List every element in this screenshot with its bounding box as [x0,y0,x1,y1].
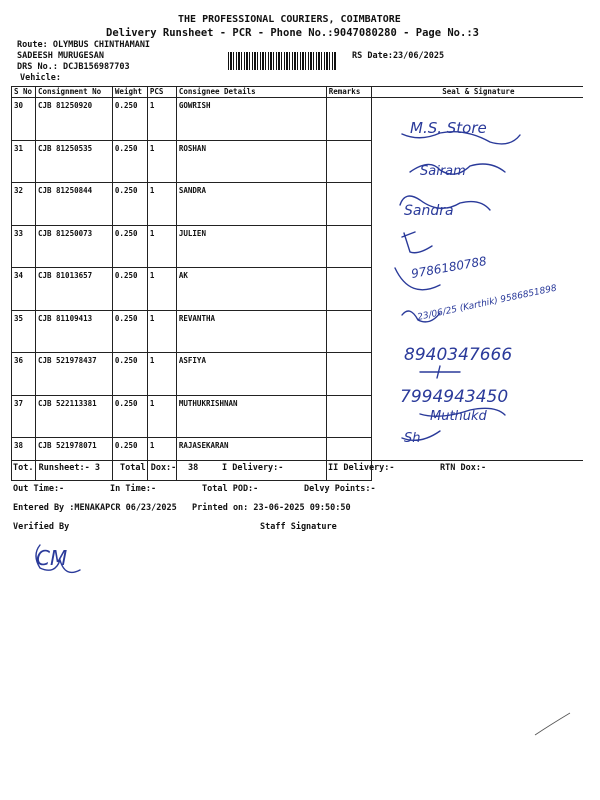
cell-weight: 0.250 [112,353,147,396]
ii-delivery: II Delivery:- [328,463,395,473]
cell-pcs: 1 [147,183,176,226]
col-consignment: Consignment No [35,87,112,98]
cell-sno: 31 [12,140,36,183]
cell-pcs: 1 [147,98,176,141]
handwriting-row31: Sairam [420,164,466,179]
col-remarks: Remarks [326,87,371,98]
company-title: THE PROFESSIONAL COURIERS, COIMBATORE [178,14,401,25]
cell-consignment: CJB 522113381 [35,395,112,438]
cell-weight: 0.250 [112,395,147,438]
total-dox-label: Total Dox:- [120,463,177,473]
corner-mark [530,710,575,740]
handwriting-row36: 8940347666 [404,345,513,365]
cell-pcs: 1 [147,438,176,481]
handwriting-row37a: 7994943450 [400,387,509,407]
cell-weight: 0.250 [112,438,147,481]
cell-consignment: CJB 81013657 [35,268,112,311]
cell-consignee: REVANTHA [176,310,326,353]
handwriting-row32: Sandra [404,203,454,219]
cell-consignee: ASFIYA [176,353,326,396]
out-time: Out Time:- [13,484,65,494]
cell-weight: 0.250 [112,98,147,141]
cell-pcs: 1 [147,268,176,311]
cell-sno: 35 [12,310,36,353]
drs-number: DRS No.: DCJB156987703 [17,62,130,72]
cell-consignment: CJB 81109413 [35,310,112,353]
handwriting-verified: CM [36,546,68,570]
cell-pcs: 1 [147,353,176,396]
cell-consignment: CJB 81250844 [35,183,112,226]
col-consignee: Consignee Details [176,87,326,98]
cell-pcs: 1 [147,225,176,268]
col-sno: S No [12,87,36,98]
cell-pcs: 1 [147,310,176,353]
handwriting-row34: 9786180788 [410,253,488,281]
signature-stroke [420,366,460,378]
tot-runsheet: Tot. Runsheet:- 3 [13,463,100,473]
i-delivery: I Delivery:- [222,463,284,473]
cell-consignee: SANDRA [176,183,326,226]
cell-sno: 37 [12,395,36,438]
rs-date: RS Date:23/06/2025 [352,51,445,61]
staff-signature: Staff Signature [260,522,337,532]
entered-by: Entered By :MENAKAPCR 06/23/2025 [13,503,177,513]
cell-sno: 30 [12,98,36,141]
total-dox-value: 38 [188,463,199,473]
cell-sno: 33 [12,225,36,268]
printed-on: Printed on: 23-06-2025 09:50:50 [192,503,351,513]
cell-consignment: CJB 81250073 [35,225,112,268]
cell-sno: 36 [12,353,36,396]
cell-pcs: 1 [147,395,176,438]
cell-sno: 32 [12,183,36,226]
cell-weight: 0.250 [112,225,147,268]
cell-sno: 34 [12,268,36,311]
cell-consignment: CJB 81250920 [35,98,112,141]
vehicle-label: Vehicle: [20,73,61,83]
cell-consignee: GOWRISH [176,98,326,141]
cell-consignment: CJB 521978437 [35,353,112,396]
cell-consignment: CJB 521978071 [35,438,112,481]
cell-weight: 0.250 [112,140,147,183]
col-weight: Weight [112,87,147,98]
route-label: Route: OLYMBUS CHINTHAMANI [17,40,151,50]
delvy-points: Delvy Points:- [304,484,376,494]
col-signature: Seal & Signature [371,87,583,98]
cell-weight: 0.250 [112,268,147,311]
in-time: In Time:- [110,484,157,494]
verified-by: Verified By [13,522,70,532]
total-pod: Total POD:- [202,484,259,494]
cell-consignment: CJB 81250535 [35,140,112,183]
cell-consignee: RAJASEKARAN [176,438,326,481]
handwriting-row38: Sh [404,431,421,446]
handwriting-row37b: Muthukd [430,409,487,424]
handwriting-row35: 23/06/25 (Karthik) 9586851898 [416,283,558,323]
cell-weight: 0.250 [112,310,147,353]
cell-consignee: JULIEN [176,225,326,268]
cell-consignee: AK [176,268,326,311]
cell-weight: 0.250 [112,183,147,226]
col-pcs: PCS [147,87,176,98]
handwriting-row30: M.S. Store [410,119,487,137]
footer-divider [11,460,583,461]
cell-consignee: MUTHUKRISHNAN [176,395,326,438]
signature-stroke [402,232,432,253]
rtn-dox: RTN Dox:- [440,463,487,473]
staff-name: SADEESH MURUGESAN [17,51,104,61]
cell-sno: 38 [12,438,36,481]
cell-pcs: 1 [147,140,176,183]
cell-consignee: ROSHAN [176,140,326,183]
runsheet-subtitle: Delivery Runsheet - PCR - Phone No.:9047080280 - Page No.:3 [106,27,479,39]
